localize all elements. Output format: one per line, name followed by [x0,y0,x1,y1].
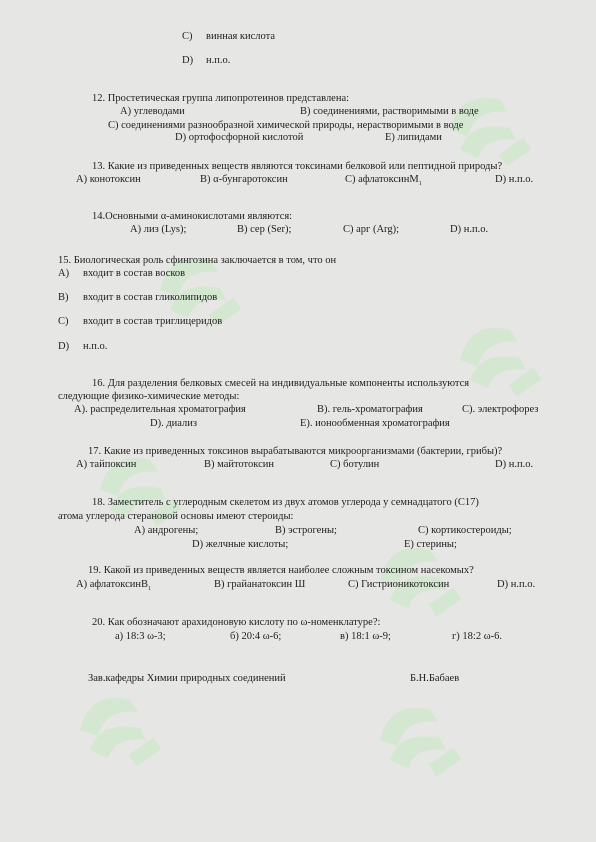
option: С) кортикостероиды; [418,525,512,536]
question-text: 14.Основными α-аминокислотами являются: [92,211,293,222]
question-text: 19. Какой из приведенных веществ является наиболее сложным токсином насекомых? [88,565,474,576]
signature-name: Б.Н.Бабаев [410,673,460,684]
question-text: следующие физико-химические методы: [58,391,240,402]
option-text: н.п.о. [83,341,108,352]
option-label: D) [182,55,194,66]
option: В) грайанатоксин Ш [214,579,306,590]
option: А) афлатоксинВ$_1$ [76,579,151,593]
option: В) α-бунгаротоксин [200,174,288,185]
option: С) соединениями разнообразной химической природы, нерастворимыми в воде [108,120,464,131]
option-label: D) [58,341,70,352]
question-text: 12. Простетическая группа липопротеинов представлена: [92,93,350,104]
option: С). электрофорез [462,404,539,415]
option-text: входит в состав восков [83,268,186,279]
option: г) 18:2 ω-6. [452,631,503,642]
question-text: 17. Какие из приведенных токсинов вырабатываются микроорганизмами (бактерии, грибы)? [88,446,503,457]
option: а) 18:3 ω-3; [115,631,166,642]
option: А) углеводами [120,106,185,117]
option: В). гель-хроматография [317,404,423,415]
option-text: н.п.о. [206,55,231,66]
subscript: 1 [147,586,151,593]
option: С) Гистрионикотоксин [348,579,450,590]
logo-watermark-icon [360,680,480,810]
question-text: 15. Биологическая роль сфингозина заключается в том, что он [58,255,337,266]
question-text: атома углерода стерановой основы имеют стероиды: [58,511,294,522]
question-text: 13. Какие из приведенных веществ являются токсинами белковой или пептидной природы? [92,161,503,172]
option: В) сер (Ser); [237,224,292,235]
option: D) н.п.о. [495,174,534,185]
option: А) тайпоксин [76,459,137,470]
subscript: 1 [418,181,422,188]
option: E). ионообменная хроматография [300,418,450,429]
option: E) стерины; [404,539,457,550]
option: D) н.п.о. [495,459,534,470]
option-label: А) [58,268,70,279]
option: D) желчные кислоты; [192,539,289,550]
option: А) конотоксин [76,174,141,185]
option-text: входит в состав триглицеридов [83,316,223,327]
question-text: 18. Заместитель с углеродным скелетом из двух атомов углерода у семнадцатого (С17) [92,497,479,508]
option-label: В) [58,292,69,303]
option-label: C) [182,31,193,42]
option: С) арг (Arg); [343,224,400,235]
option: в) 18:1 ω-9; [340,631,391,642]
option: В) соединениями, растворимыми в воде [300,106,479,117]
option: E) липидами [385,132,442,143]
option: D) н.п.о. [497,579,536,590]
option-label: С) [58,316,69,327]
question-text: 20. Как обозначают арахидоновую кислоту по ω-номенклатуре?: [92,617,381,628]
option: D) н.п.о. [450,224,489,235]
option: А). распределительная хроматография [74,404,246,415]
option: А) андрогены; [134,525,199,536]
option-text: входит в состав гликолипидов [83,292,218,303]
option: С) афлатоксинМ$_1$ [345,174,422,188]
option: б) 20:4 ω-6; [230,631,282,642]
option: С) ботулин [330,459,380,470]
option: D) ортофосфорной кислотой [175,132,304,143]
option: D). диализ [150,418,198,429]
option: В) майтотоксин [204,459,274,470]
question-text: 16. Для разделения белковых смесей на индивидуальные компоненты используются [92,378,470,389]
option: А) лиз (Lys); [130,224,187,235]
option: В) эстрогены; [275,525,337,536]
logo-watermark-icon [60,670,180,800]
signature-position: Зав.кафедры Химии природных соединений [88,673,286,684]
option-text: винная кислота [206,31,276,42]
